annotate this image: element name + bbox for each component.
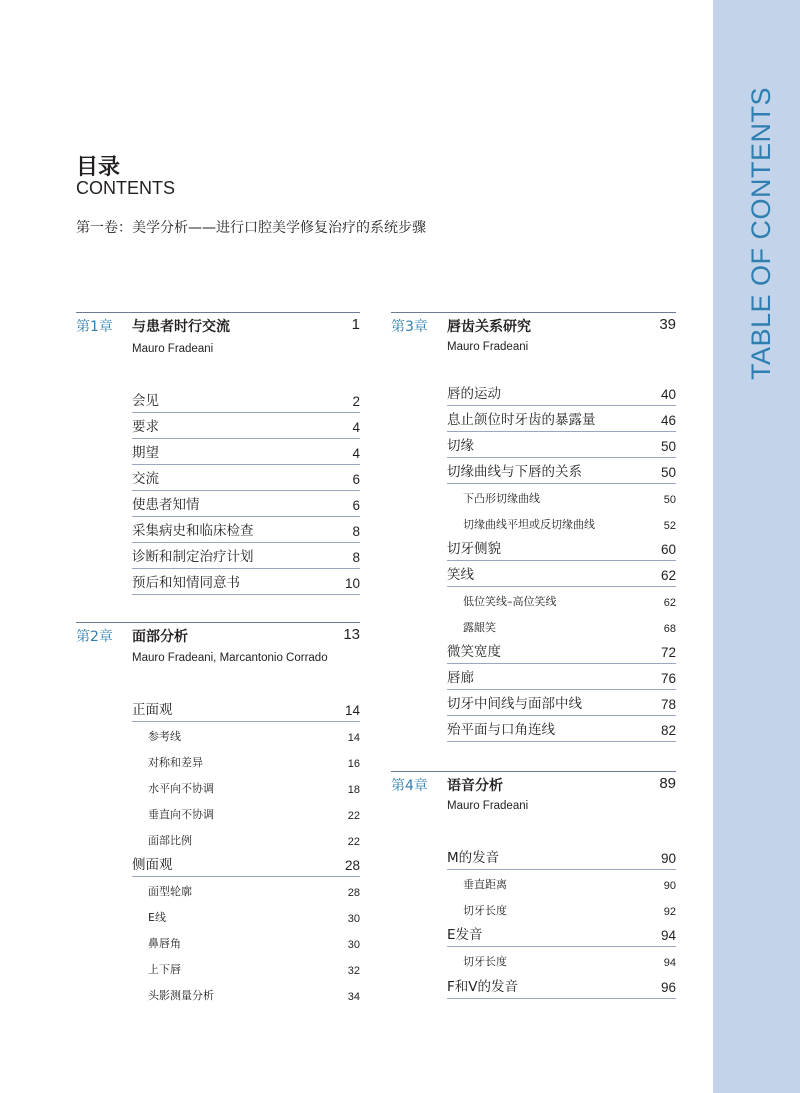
chapter-heading[interactable] — [391, 312, 676, 338]
toc-subentry[interactable]: E线 30 — [148, 911, 360, 925]
toc-subentry[interactable]: 切牙长度 92 — [463, 904, 676, 918]
toc-subentry[interactable]: 下凸形切缘曲线 50 — [463, 492, 676, 506]
toc-subentry[interactable]: 垂直向不协调 22 — [148, 808, 360, 822]
toc-entry[interactable]: 切牙中间线与面部中线 78 — [447, 694, 676, 716]
toc-entry[interactable]: 正面观 14 — [132, 700, 360, 722]
toc-subentry[interactable]: 鼻唇角 30 — [148, 937, 360, 951]
chapter-page: 39 — [659, 316, 676, 333]
chapter-label: 第4章 — [391, 778, 428, 794]
toc-entry[interactable]: 殆平面与口角连线 82 — [447, 720, 676, 742]
toc-subentry[interactable]: 水平向不协调 18 — [148, 782, 360, 796]
toc-subentry[interactable]: 对称和差异 16 — [148, 756, 360, 770]
toc-entry[interactable]: 切牙侧貌 60 — [447, 539, 676, 561]
toc-subentry[interactable]: 低位笑线–高位笑线 62 — [463, 595, 676, 609]
toc-subentry[interactable]: 面型轮廓 28 — [148, 885, 360, 899]
chapter-label: 第1章 — [76, 319, 113, 335]
toc-entry[interactable]: 诊断和制定治疗计划 8 — [132, 547, 360, 569]
chapter-heading[interactable] — [76, 622, 360, 648]
chapter-author: Mauro Fradeani — [447, 800, 529, 812]
sidebar-title: TABLE OF CONTENTS — [746, 86, 776, 380]
chapter-author: Mauro Fradeani — [132, 343, 214, 355]
chapter-heading[interactable] — [76, 312, 360, 338]
toc-entry[interactable]: 切缘曲线与下唇的关系 50 — [447, 462, 676, 484]
volume-heading: 第一卷：美学分析——进行口腔美学修复治疗的系统步骤 — [76, 220, 426, 236]
chapter-author: Mauro Fradeani — [447, 341, 529, 353]
toc-entry[interactable]: 预后和知情同意书 10 — [132, 573, 360, 595]
chapter-page: 1 — [351, 316, 360, 333]
toc-entry[interactable]: F和V的发音 96 — [447, 977, 676, 999]
toc-entry[interactable]: 息止颌位时牙齿的暴露量 46 — [447, 410, 676, 432]
chapter-title: 唇齿关系研究 — [447, 319, 531, 335]
toc-subentry[interactable]: 头影测量分析 34 — [148, 989, 360, 1003]
chapter-title: 语音分析 — [447, 778, 503, 794]
page-subtitle: CONTENTS — [76, 178, 175, 198]
chapter-title: 面部分析 — [132, 629, 188, 645]
toc-entry[interactable]: 采集病史和临床检查 8 — [132, 521, 360, 543]
chapter-page: 13 — [343, 626, 360, 643]
toc-entry[interactable]: 期望 4 — [132, 443, 360, 465]
toc-entry[interactable]: M的发音 90 — [447, 848, 676, 870]
toc-subentry[interactable]: 切缘曲线平坦或反切缘曲线 52 — [463, 518, 676, 532]
page-title: 目录 — [76, 155, 121, 180]
toc-entry[interactable]: 唇的运动 40 — [447, 384, 676, 406]
toc-subentry[interactable]: 上下唇 32 — [148, 963, 360, 977]
toc-subentry[interactable]: 切牙长度 94 — [463, 955, 676, 969]
toc-entry[interactable]: 使患者知情 6 — [132, 495, 360, 517]
chapter-page: 89 — [659, 775, 676, 792]
chapter-author: Mauro Fradeani, Marcantonio Corrado — [132, 652, 328, 664]
toc-entry[interactable]: 侧面观 28 — [132, 855, 360, 877]
toc-entry[interactable]: 要求 4 — [132, 417, 360, 439]
toc-subentry[interactable]: 参考线 14 — [148, 730, 360, 744]
toc-entry[interactable]: 笑线 62 — [447, 565, 676, 587]
toc-entry[interactable]: 微笑宽度 72 — [447, 642, 676, 664]
toc-subentry[interactable]: 垂直距离 90 — [463, 878, 676, 892]
chapter-heading[interactable] — [391, 771, 676, 797]
toc-subentry[interactable]: 露龈笑 68 — [463, 621, 676, 635]
toc-entry[interactable]: 交流 6 — [132, 469, 360, 491]
toc-subentry[interactable]: 面部比例 22 — [148, 834, 360, 848]
toc-entry[interactable]: 会见 2 — [132, 391, 360, 413]
toc-entry[interactable]: 切缘 50 — [447, 436, 676, 458]
chapter-label: 第3章 — [391, 319, 428, 335]
toc-entry[interactable]: 唇廊 76 — [447, 668, 676, 690]
chapter-label: 第2章 — [76, 629, 113, 645]
chapter-title: 与患者时行交流 — [132, 319, 230, 335]
toc-entry[interactable]: E发音 94 — [447, 925, 676, 947]
